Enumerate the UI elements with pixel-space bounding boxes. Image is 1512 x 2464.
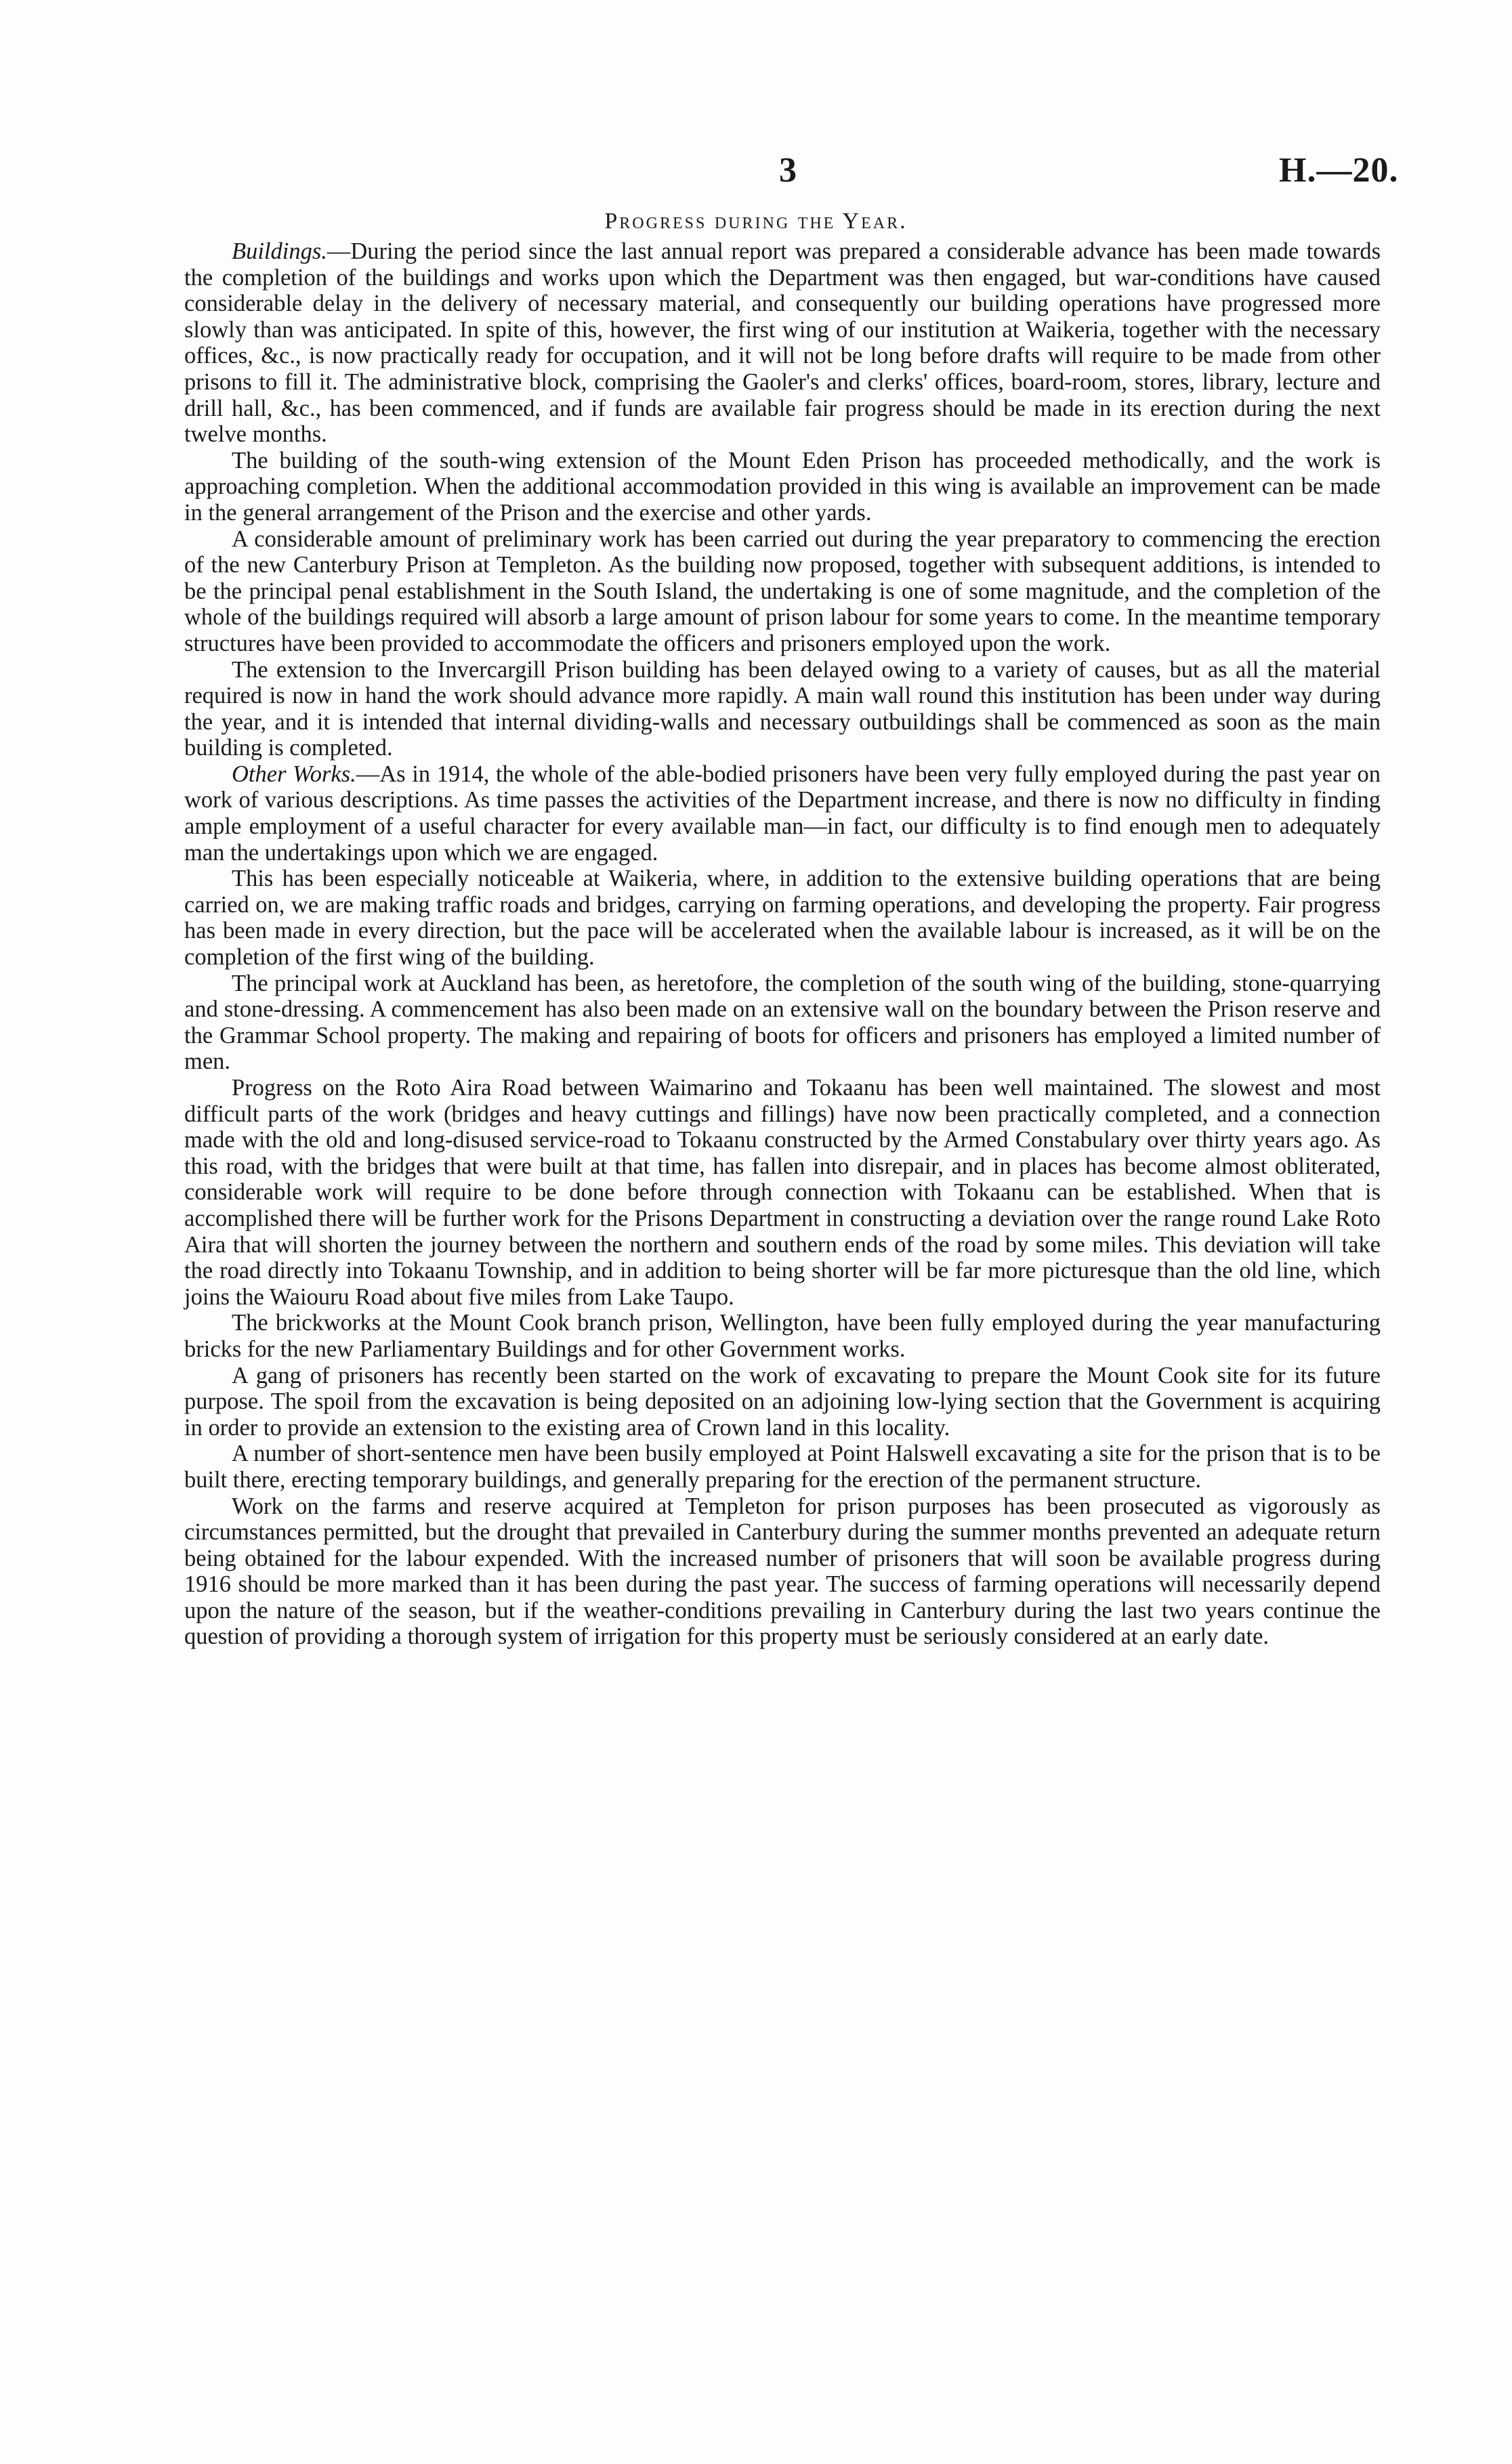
- paragraph-text: —During the period since the last annual report was prepared a considerable advance has been made towards the completion of the buildings and works upon which the Department was then engaged, but war-conditions have caused considerable delay in the delivery of necessary material, and consequently our building operations have progressed more slowly than was anticipated. In spite of this, however, the first wing of our institution at Waikeria, together with the necessary offices, &c., is now practically ready for occupation, and it will not be long before drafts will require to be made from other prisons to fill it. The administrative block, comprising the Gaoler's and clerks' offices, board-room, stores, library, lecture and drill hall, &c., has been commenced, and if funds are available fair progress should be made in its erection during the next twelve months.: [184, 238, 1381, 448]
- paragraph-text: The building of the south-wing extension of the Mount Eden Prison has proceeded methodically, and the work is approaching completion. When the additional accommodation provided in this wing is available an improvement can be made in the general arrangement of the Prison and the exercise and other yards.: [184, 447, 1381, 526]
- section-heading: Progress during the Year.: [604, 209, 908, 234]
- paragraph: [184, 448, 1381, 526]
- page-header: [0, 150, 1512, 198]
- paragraph-text: A considerable amount of preliminary work has been carried out during the year preparatory to commencing the erection of the new Canterbury Prison at Templeton. As the building now proposed, together with subsequent additions, is intended to be the principal penal establishment in the South Island, the undertaking is one of some magnitude, and the completion of the whole of the buildings required will absorb a large amount of prison labour for some years to come. In the meantime temporary structures have been provided to accommodate the officers and prisoners employed upon the work.: [184, 526, 1381, 656]
- paragraph-lead: Other Works.: [232, 761, 356, 787]
- paragraph: [184, 1075, 1381, 1310]
- paragraph-text: The principal work at Auckland has been, as heretofore, the completion of the south wing of the building, stone-quarrying and stone-dressing. A commencement has also been made on an extensive wall on the boundary between the Prison reserve and the Grammar School property. The making and repairing of boots for officers and prisoners has employed a limited number of men.: [184, 970, 1381, 1075]
- paragraph-lead: Buildings.: [232, 238, 327, 264]
- paragraph: [184, 1310, 1381, 1362]
- paragraph-text: A gang of prisoners has recently been started on the work of excavating to prepare the Mount Cook site for its future purpose. The spoil from the excavation is being deposited on an adjoining low-lying section that the Government is acquiring in order to provide an extension to the existing area of Crown land in this locality.: [184, 1362, 1381, 1441]
- paragraph: [184, 526, 1381, 657]
- paragraph-text: This has been especially noticeable at Waikeria, where, in addition to the extensive building operations that are being carried on, we are making traffic roads and bridges, carrying on farming operations, and developing the property. Fair progress has been made in every direction, but the pace will be accelerated when the available labour is increased, as it will be on the completion of the first wing of the building.: [184, 866, 1381, 971]
- paragraph: [184, 1441, 1381, 1493]
- paragraph: [184, 657, 1381, 761]
- paragraph-text: A number of short-sentence men have been busily employed at Point Halswell excavating a site for the prison that is to be built there, erecting temporary buildings, and generally preparing for the erection of the permanent structure.: [184, 1441, 1381, 1493]
- paragraph-text: —As in 1914, the whole of the able-bodied prisoners have been very fully employed during the past year on work of various descriptions. As time passes the activities of the Department increase, and there is now no difficulty in finding ample employment of a useful character for every available man—in fact, our difficulty is to find enough men to adequately man the undertakings upon which we are engaged.: [184, 761, 1381, 866]
- paragraph: [184, 1493, 1381, 1651]
- paragraph: [184, 1363, 1381, 1441]
- paragraph-text: The brickworks at the Mount Cook branch prison, Wellington, have been fully employed during the year manufacturing bricks for the new Parliamentary Buildings and for other Government works.: [184, 1310, 1381, 1362]
- paragraph-text: The extension to the Invercargill Prison building has been delayed owing to a variety of causes, but as all the material required is now in hand the work should advance more rapidly. A main wall round this institution has been under way during the year, and it is intended that internal dividing-walls and necessary outbuildings shall be commenced as soon as the main building is completed.: [184, 656, 1381, 761]
- paragraph-other-works: [184, 761, 1381, 866]
- paragraph: [184, 971, 1381, 1075]
- paragraph-text: Work on the farms and reserve acquired at Templeton for prison purposes has been prosecuted as vigorously as circumstances permitted, but the drought that prevailed in Canterbury during the summer months prevented an adequate return being obtained for the labour expended. With the increased number of prisoners that will soon be available progress during 1916 should be more marked than it has been during the past year. The success of farming operations will necessarily depend upon the nature of the season, but if the weather-conditions prevailing in Canterbury during the last two years continue the question of providing a thorough system of irrigation for this property must be seriously considered at an early date.: [184, 1493, 1381, 1650]
- paragraph-text: Progress on the Roto Aira Road between Waimarino and Tokaanu has been well maintained. The slowest and most difficult parts of the work (bridges and heavy cuttings and fillings) have now been practically completed, and a connection made with the old and long-disused service-road to Tokaanu constructed by the Armed Constabulary over thirty years ago. As this road, with the bridges that were built at that time, has fallen into disrepair, and in places has become almost obliterated, considerable work will require to be done before through connection with Tokaanu can be established. When that is accomplished there will be further work for the Prisons Department in constructing a deviation over the range round Lake Roto Aira that will shorten the journey between the northern and southern ends of the road by some miles. This deviation will take the road directly into Tokaanu Township, and in addition to being shorter will be far more picturesque than the old line, which joins the Waiouru Road about five miles from Lake Taupo.: [184, 1075, 1381, 1310]
- paragraph-buildings: [184, 238, 1381, 448]
- page-number: 3: [779, 151, 798, 190]
- paragraph: [184, 866, 1381, 970]
- paper-reference: H.—20.: [1279, 151, 1399, 190]
- body-text: [184, 238, 1381, 1650]
